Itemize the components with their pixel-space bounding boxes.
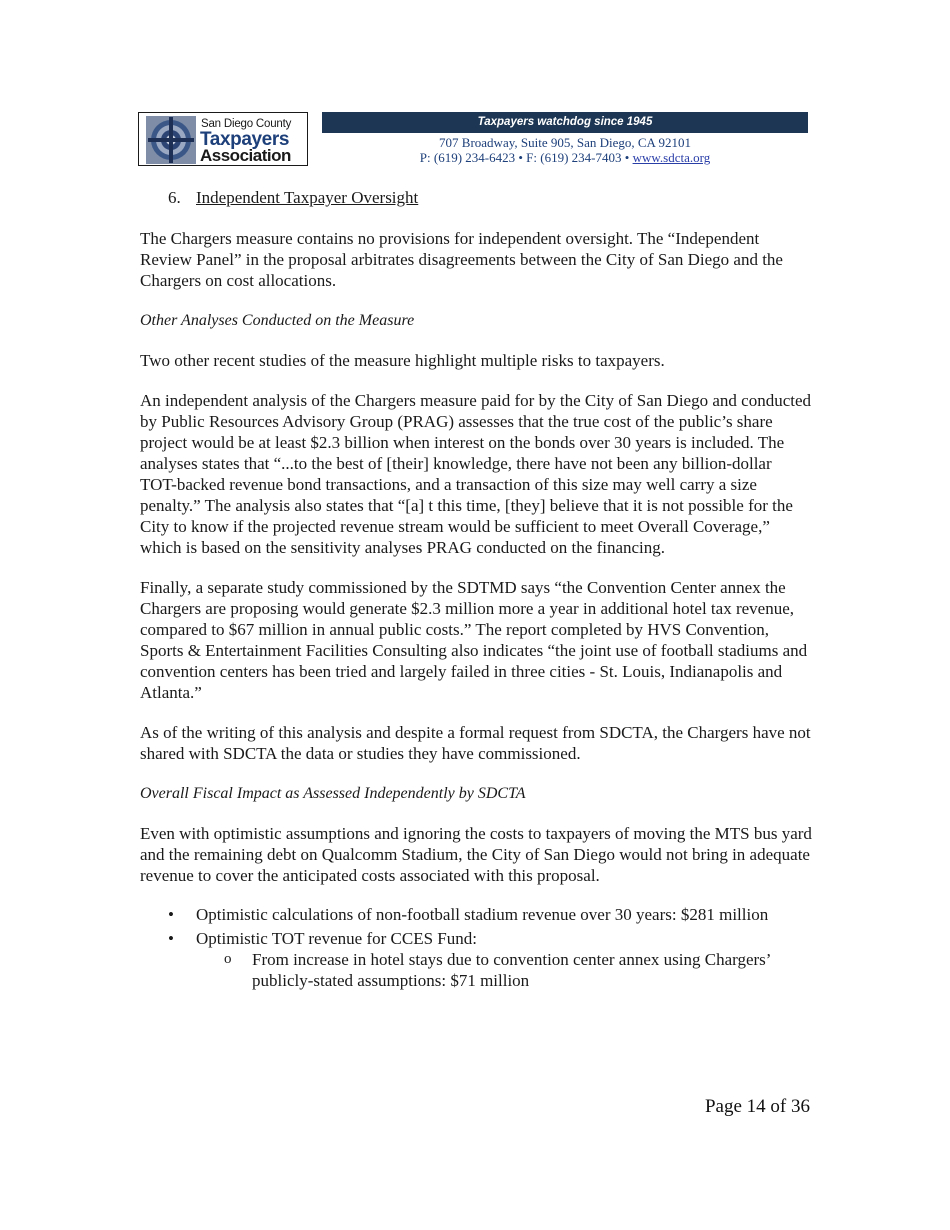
- target-emblem-icon: [146, 116, 196, 164]
- sdcta-logo: [138, 112, 308, 166]
- list-item: [140, 928, 812, 991]
- bullet-marker: •: [168, 905, 174, 924]
- list-item: [140, 904, 812, 925]
- contact-line: [322, 150, 808, 166]
- sub-list-item: [196, 949, 812, 991]
- fiscal-impact-paragraph: Even with optimistic assumptions and ignoring the costs to taxpayers of moving the MTS bus yard and the remaining debt on Qualcomm Stadium, the City of San Diego would not bring in adequate revenue to cover the anticipated costs associated with this proposal.: [140, 824, 812, 885]
- bullet-text: Optimistic TOT revenue for CCES Fund:: [196, 929, 477, 948]
- phone-fax: P: (619) 234-6423 • F: (619) 234-7403 •: [419, 150, 630, 165]
- address-line: 707 Broadway, Suite 905, San Diego, CA 92101: [439, 135, 691, 150]
- oversight-paragraph: The Chargers measure contains no provisions for independent oversight. The “Independent Review Panel” in the proposal arbitrates disagreements between the City of San Diego and the Chargers on cost allocations.: [140, 229, 783, 290]
- bullet-text: Optimistic calculations of non-football stadium revenue over 30 years: $281 million: [196, 905, 769, 924]
- logo-line-3: Association: [200, 146, 291, 165]
- section-number: 6.: [168, 188, 181, 207]
- data-request-paragraph: As of the writing of this analysis and despite a formal request from SDCTA, the Chargers have not shared with SDCTA the data or studies they have commissioned.: [140, 723, 811, 763]
- document-body: [140, 185, 812, 994]
- section-title: Independent Taxpayer Oversight: [196, 188, 419, 207]
- tagline-banner: Taxpayers watchdog since 1945: [322, 112, 808, 133]
- bullet-marker: •: [168, 929, 174, 948]
- revenue-bullet-list: [140, 904, 812, 991]
- prag-analysis-paragraph: An independent analysis of the Chargers measure paid for by the City of San Diego and conducted by Public Resources Advisory Group (PRAG) assesses that the true cost of the public’s share project would be at least $2.3 billion when interest on the bonds over 30 years is included. The analyses states that “...to the best of [their] knowledge, there have not been any billion-dollar TOT-backed revenue bond transactions, and a transaction of this size may well carry a size penalty.” The analysis also states that “[a] t this time, [they] believe that it is not possible for the City to know if the projected revenue stream would be sufficient to meet Overall Coverage,” which is based on the sensitivity analyses PRAG conducted on the financing.: [140, 391, 812, 557]
- sdtmd-study-paragraph: Finally, a separate study commissioned by the SDTMD says “the Convention Center annex the Chargers are proposing would generate $2.3 million more a year in additional hotel tax revenue, compared to $67 million in annual public costs.” The report completed by HVS Convention, Sports & Entertainment Facilities Consulting also indicates “the joint use of football stadiums and convention centers has been tried and largely failed in three cities - St. Louis, Indianapolis and Atlanta.”: [140, 578, 808, 702]
- sub-bullet-list: [196, 949, 812, 991]
- subheading-fiscal-impact: Overall Fiscal Impact as Assessed Independently by SDCTA: [140, 785, 526, 802]
- two-studies-paragraph: Two other recent studies of the measure highlight multiple risks to taxpayers.: [140, 351, 665, 370]
- subheading-other-analyses: Other Analyses Conducted on the Measure: [140, 312, 415, 329]
- page-number: Page 14 of 36: [704, 1096, 810, 1117]
- logo-line-1: San Diego County: [201, 118, 292, 130]
- website-link[interactable]: www.sdcta.org: [632, 150, 711, 165]
- sub-bullet-text: From increase in hotel stays due to convention center annex using Chargers’ publicly-stated assumptions: $71 million: [252, 950, 771, 990]
- sub-bullet-marker: o: [224, 951, 232, 967]
- logo-line-2: Taxpayers: [200, 129, 289, 150]
- section-heading: [168, 185, 812, 210]
